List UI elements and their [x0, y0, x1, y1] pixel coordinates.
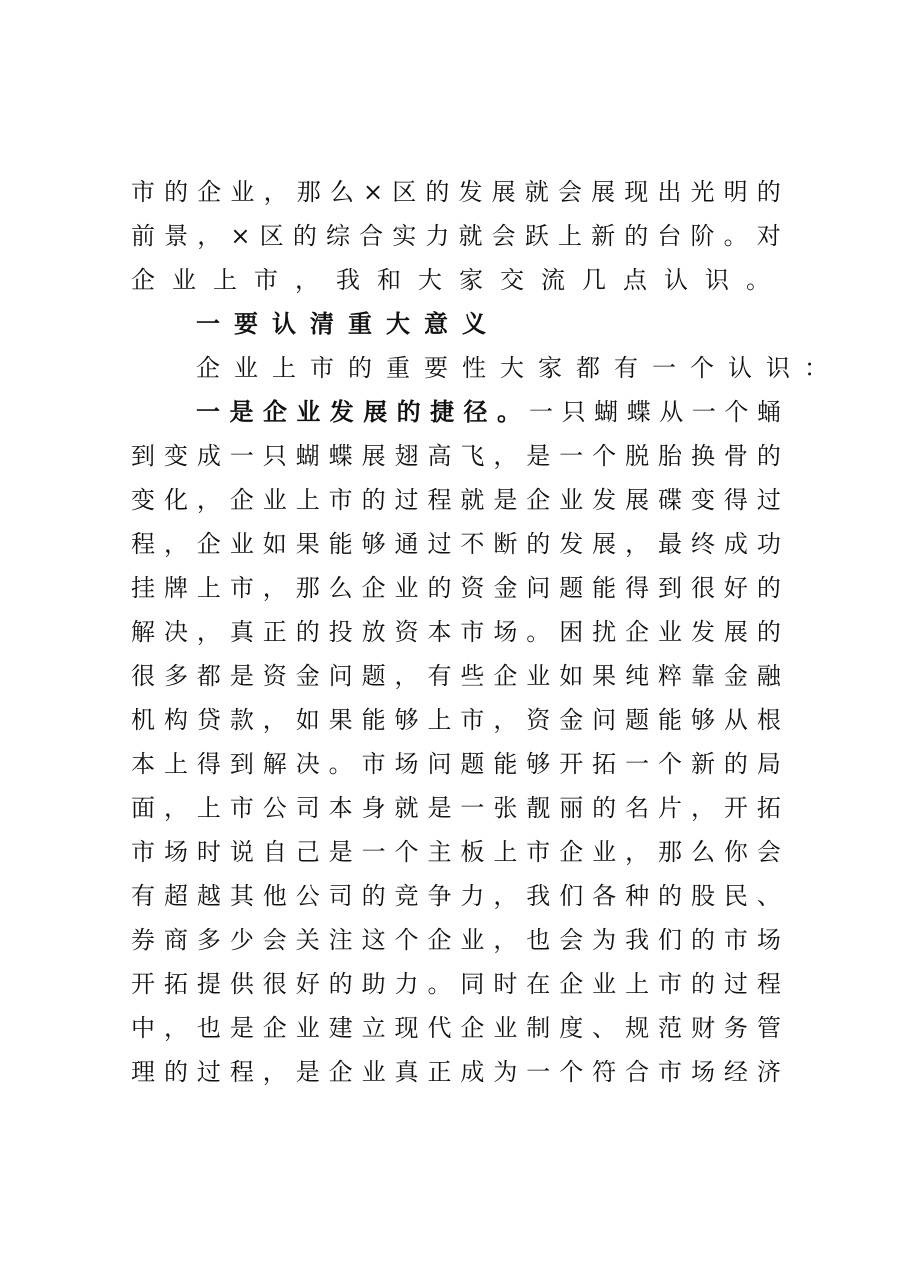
text-line: 理 的 过 程 ， 是 企 业 真 正 成 为 一 个 符 合 市 场 经 济 [131, 1058, 781, 1086]
text-line: 解 决 ， 真 正 的 投 放 资 本 市 场 。 困 扰 企 业 发 展 的 [131, 618, 781, 646]
text-line: 企业上市，我和大家交流几点认识。 [131, 266, 787, 294]
line-continuation: 一 只 蝴 蝶 从 一 个 蛹 [529, 398, 781, 426]
text-line: 到 变 成 一 只 蝴 蝶 展 翅 高 飞 ， 是 一 个 脱 胎 换 骨 的 [131, 442, 781, 470]
text-line: 机 构 贷 款 ， 如 果 能 够 上 市 ， 资 金 问 题 能 够 从 根 [131, 706, 781, 734]
text-line: 挂 牌 上 市 ， 那 么 企 业 的 资 金 问 题 能 得 到 很 好 的 [131, 574, 781, 602]
document-body [131, 170, 842, 1094]
text-line: 市 的 企 业 ， 那 么 × 区 的 发 展 就 会 展 现 出 光 明 的 [131, 178, 781, 206]
text-line: 市 场 时 说 自 己 是 一 个 主 板 上 市 企 业 ， 那 么 你 会 [131, 838, 781, 866]
bold-lead-phrase: 一 是 企 业 发 展 的 捷 径 。 [196, 397, 521, 426]
text-line: 开 拓 提 供 很 好 的 助 力 。 同 时 在 企 业 上 市 的 过 程 [131, 970, 781, 998]
text-line: 券 商 多 少 会 关 注 这 个 企 业 ， 也 会 为 我 们 的 市 场 [131, 926, 781, 954]
text-line: 变 化 ， 企 业 上 市 的 过 程 就 是 企 业 发 展 碟 变 得 过 [131, 486, 781, 514]
text-line: 很 多 都 是 资 金 问 题 ， 有 些 企 业 如 果 纯 粹 靠 金 融 [131, 662, 781, 690]
text-line: 企业上市的重要性大家都有一个认识： [196, 354, 842, 382]
text-line [131, 390, 781, 434]
text-line: 中 ， 也 是 企 业 建 立 现 代 企 业 制 度 、 规 范 财 务 管 [131, 1014, 781, 1042]
text-line: 程 ， 企 业 如 果 能 够 通 过 不 断 的 发 展 ， 最 终 成 功 [131, 530, 781, 558]
section-heading: 一要认清重大意义 [196, 309, 500, 338]
text-line: 本 上 得 到 解 决 。 市 场 问 题 能 够 开 拓 一 个 新 的 局 [131, 750, 781, 778]
text-line: 面 ， 上 市 公 司 本 身 就 是 一 张 靓 丽 的 名 片 ， 开 拓 [131, 794, 781, 822]
text-line: 前 景 ， × 区 的 综 合 实 力 就 会 跃 上 新 的 台 阶 。 对 [131, 222, 781, 250]
text-line: 有 超 越 其 他 公 司 的 竞 争 力 ， 我 们 各 种 的 股 民 、 [131, 882, 781, 910]
